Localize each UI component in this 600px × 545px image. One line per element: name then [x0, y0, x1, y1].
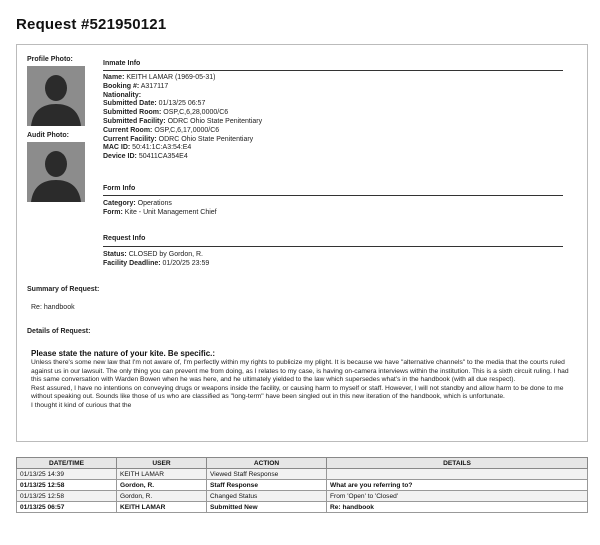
details-question: Please state the nature of your kite. Be specific.:	[31, 349, 216, 358]
inmate-info-fields	[103, 74, 262, 162]
cell-action: Viewed Staff Response	[207, 469, 327, 480]
person-silhouette-icon	[27, 66, 85, 126]
request-card	[16, 44, 588, 442]
summary-label: Summary of Request:	[27, 286, 100, 293]
request-info-fields	[103, 251, 209, 269]
table-row	[17, 469, 588, 480]
column-header-details: DETAILS	[327, 458, 588, 469]
field-row: Status: CLOSED by Gordon, R.	[103, 251, 203, 258]
cell-user: Gordon, R.	[117, 480, 207, 491]
request-info-heading: Request Info	[103, 235, 146, 242]
cell-user: KEITH LAMAR	[117, 502, 207, 513]
cell-datetime: 01/13/25 14:39	[17, 469, 117, 480]
form-info-heading: Form Info	[103, 185, 136, 192]
cell-details: Re: handbook	[327, 502, 588, 513]
cell-datetime: 01/13/25 12:58	[17, 480, 117, 491]
cell-datetime: 01/13/25 06:57	[17, 502, 117, 513]
field-row: Current Room: OSP,C,6,17,0000/C6	[103, 126, 220, 134]
cell-user: Gordon, R.	[117, 491, 207, 502]
field-row: Submitted Date: 01/13/25 06:57	[103, 100, 206, 108]
divider	[103, 246, 563, 247]
activity-log-table	[16, 457, 588, 513]
cell-details: From 'Open' to 'Closed'	[327, 491, 588, 502]
table-row	[17, 491, 588, 502]
field-row: Submitted Room: OSP,C,6,28,0000/C6	[103, 109, 229, 117]
table-row	[17, 502, 588, 513]
field-row: Form: Kite - Unit Management Chief	[103, 208, 217, 216]
cell-datetime: 01/13/25 12:58	[17, 491, 117, 502]
summary-text: Re: handbook	[31, 304, 75, 311]
person-silhouette-icon	[27, 142, 85, 202]
field-row: Name: KEITH LAMAR (1969-05-31)	[103, 74, 216, 81]
column-header-datetime: DATE/TIME	[17, 458, 117, 469]
table-row	[17, 480, 588, 491]
audit-photo-label: Audit Photo:	[27, 132, 69, 139]
details-label: Details of Request:	[27, 328, 91, 335]
field-row: MAC ID: 50:41:1C:A3:54:E4	[103, 144, 192, 152]
field-row: Category: Operations	[103, 200, 172, 207]
column-header-action: ACTION	[207, 458, 327, 469]
field-row: Submitted Facility: ODRC Ohio State Penitentiary	[103, 117, 263, 125]
field-row: Booking #: A317117	[103, 82, 169, 90]
cell-action: Changed Status	[207, 491, 327, 502]
details-body: Unless there's some new law that I'm not aware of, I'm perfectly within my rights to publicize my plight. It is because we have "alternative channels" to the media that the courts ruled against us in our lawsuit. The only thing you can prevent me from doing, as I relates to my case, is having on-camera interviews within the institution. This is a sixth circuit ruling. I had this same conversation with Warden Bowen when he was here, and he ultimately yielded to the law which supersedes what's in the handbook (with all due respect). Rest assured, I have no intentions on conveying drugs or weapons inside the facility, or causing harm to myself or staff. However, I will not standby and allow harm to be done to me without speaking out. Sounds like those of us who are classified as "long-term" have been singled out in this new iteration of the handbook, which is unfortunate. I thought it kind of curious that the	[31, 359, 569, 409]
audit-photo	[27, 142, 85, 202]
field-row: Facility Deadline: 01/20/25 23:59	[103, 259, 210, 267]
divider	[103, 70, 563, 71]
field-row: Device ID: 50411CA354E4	[103, 153, 188, 161]
column-header-user: USER	[117, 458, 207, 469]
profile-photo-label: Profile Photo:	[27, 56, 73, 63]
cell-user: KEITH LAMAR	[117, 469, 207, 480]
form-info-fields	[103, 200, 217, 218]
cell-action: Submitted New	[207, 502, 327, 513]
page-title: Request #521950121	[16, 16, 167, 33]
cell-action: Staff Response	[207, 480, 327, 491]
field-row: Nationality:	[103, 91, 142, 99]
table-header-row	[17, 458, 588, 469]
divider	[103, 195, 563, 196]
field-row: Current Facility: ODRC Ohio State Penitentiary	[103, 135, 254, 143]
profile-photo	[27, 66, 85, 126]
inmate-info-heading: Inmate Info	[103, 60, 141, 67]
cell-details: What are you referring to?	[327, 480, 588, 491]
cell-details	[327, 469, 588, 480]
